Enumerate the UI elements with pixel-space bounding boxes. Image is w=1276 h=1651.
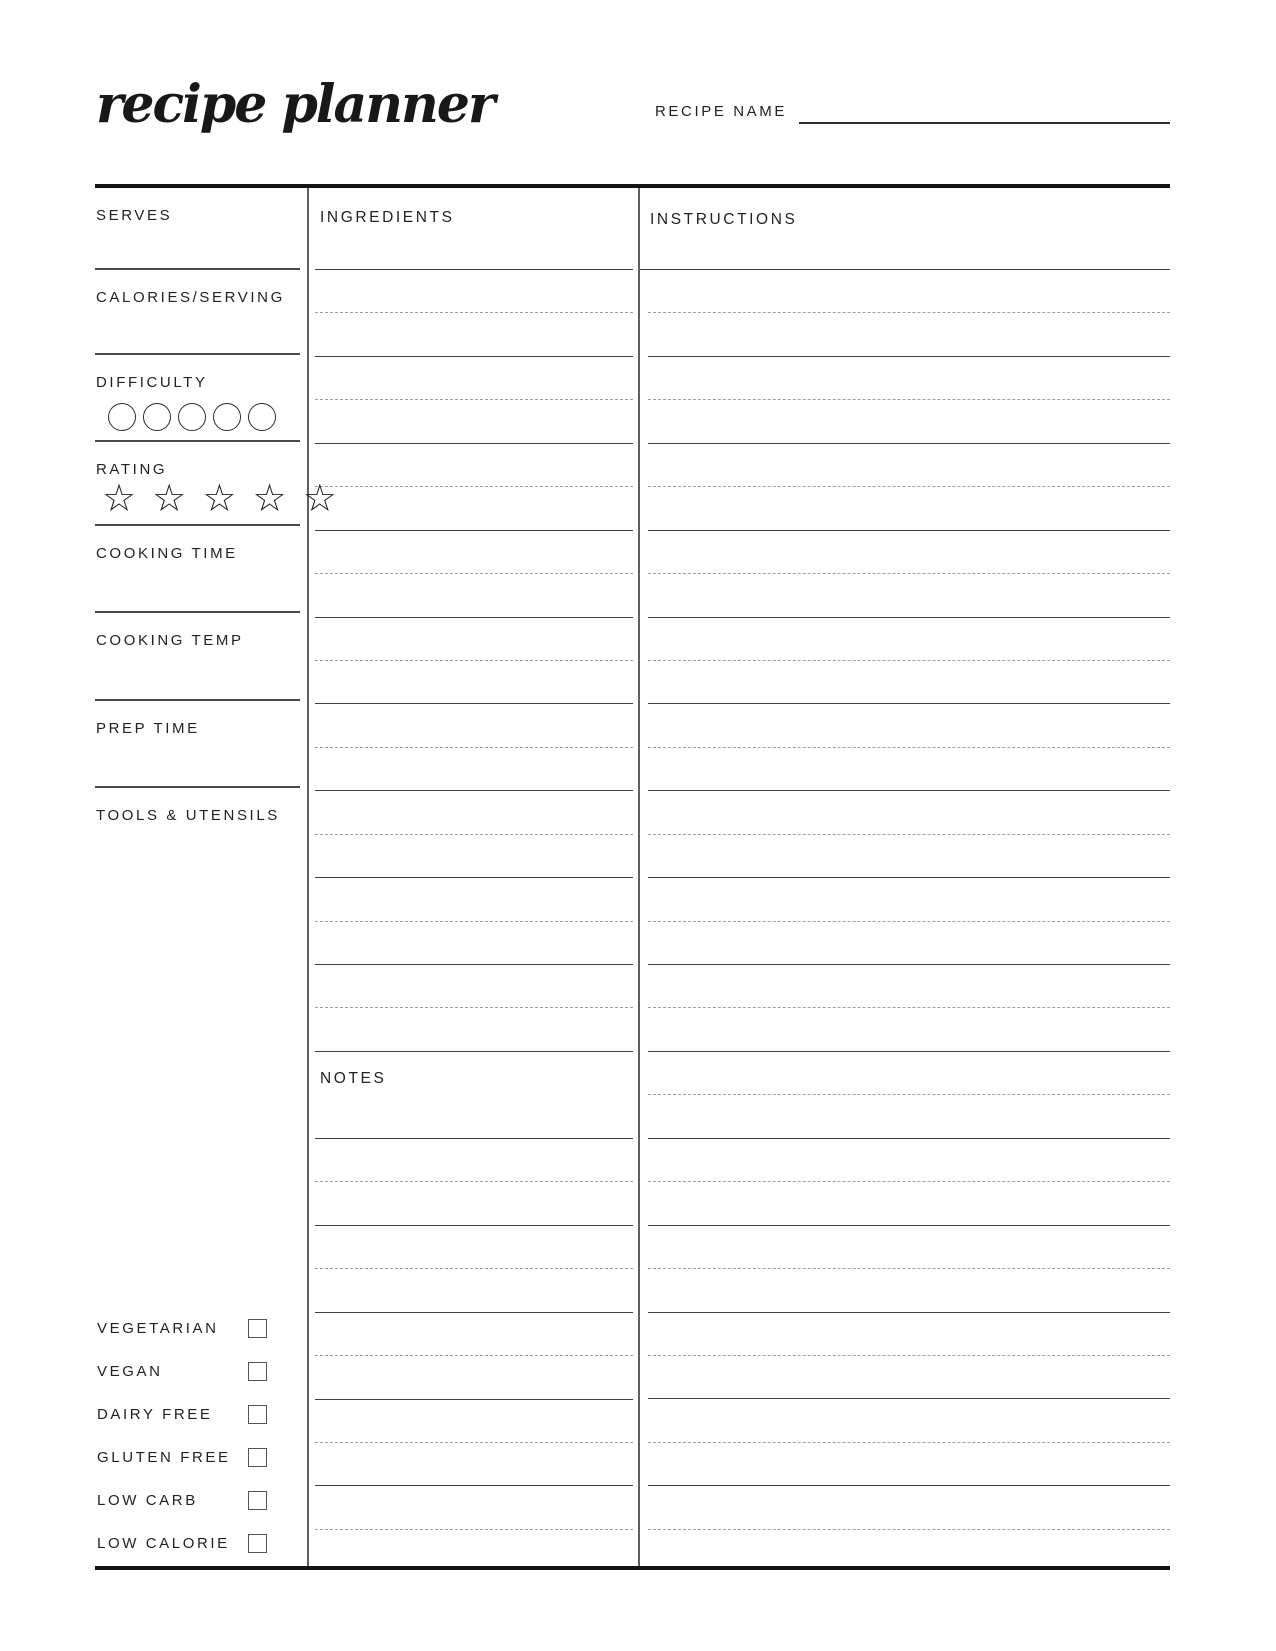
cooking-time-label: COOKING TIME [96, 545, 238, 562]
checkbox-icon[interactable] [248, 1319, 267, 1338]
writing-line[interactable] [648, 965, 1170, 1008]
sidebar-field-calories-serving [95, 270, 307, 355]
difficulty-circle-icon[interactable] [143, 403, 171, 431]
writing-line[interactable] [648, 1313, 1170, 1356]
writing-line[interactable] [315, 1269, 633, 1312]
prep-time-label: PREP TIME [96, 720, 200, 737]
writing-line[interactable] [315, 1443, 633, 1486]
writing-line[interactable] [315, 922, 633, 965]
writing-line[interactable] [648, 531, 1170, 574]
difficulty-label: DIFFICULTY [96, 374, 208, 391]
rating-stars [102, 476, 339, 520]
writing-line[interactable] [315, 1486, 633, 1529]
checkbox-icon[interactable] [248, 1362, 267, 1381]
difficulty-circles [108, 403, 299, 431]
instructions-column [640, 188, 1170, 1566]
writing-line[interactable] [648, 357, 1170, 400]
star-icon[interactable]: ☆ [102, 476, 139, 520]
writing-line[interactable] [648, 444, 1170, 487]
sidebar-column [95, 188, 339, 1566]
instructions-lines [648, 270, 1170, 1530]
writing-line[interactable] [315, 618, 633, 661]
difficulty-circle-icon[interactable] [248, 403, 276, 431]
writing-line[interactable] [648, 1399, 1170, 1442]
low-calorie-label: LOW CALORIE [97, 1535, 230, 1552]
writing-line[interactable] [315, 1008, 633, 1051]
writing-line[interactable] [315, 704, 633, 747]
low-carb-label: LOW CARB [97, 1492, 198, 1509]
vegan-label: VEGAN [97, 1363, 163, 1380]
page-title: recipe planner [96, 74, 494, 135]
star-icon[interactable]: ☆ [302, 476, 339, 520]
star-icon[interactable]: ☆ [152, 476, 189, 520]
recipe-name-input-line[interactable] [799, 98, 1170, 124]
sidebar-field-prep-time [95, 701, 307, 788]
writing-line[interactable] [315, 791, 633, 834]
writing-line[interactable] [315, 1356, 633, 1399]
writing-line[interactable] [315, 1226, 633, 1269]
dietary-option-low-calorie [96, 1522, 299, 1565]
writing-line[interactable] [315, 487, 633, 530]
writing-line[interactable] [648, 1008, 1170, 1051]
writing-line[interactable] [648, 270, 1170, 313]
checkbox-icon[interactable] [248, 1491, 267, 1510]
writing-line[interactable] [648, 487, 1170, 530]
writing-line[interactable] [648, 1486, 1170, 1529]
dietary-checklist [96, 1307, 299, 1566]
writing-line[interactable] [315, 965, 633, 1008]
star-icon[interactable]: ☆ [252, 476, 289, 520]
dietary-option-low-carb [96, 1479, 299, 1522]
writing-line[interactable] [315, 574, 633, 617]
sidebar-field-difficulty [95, 355, 307, 442]
writing-line[interactable] [315, 1400, 633, 1443]
writing-line[interactable] [315, 835, 633, 878]
writing-line[interactable] [648, 748, 1170, 791]
checkbox-icon[interactable] [248, 1405, 267, 1424]
sidebar-field-rating [95, 442, 339, 526]
dietary-option-gluten-free [96, 1436, 299, 1479]
writing-line[interactable] [648, 1269, 1170, 1312]
writing-line[interactable] [648, 400, 1170, 443]
sidebar-field-cooking-temp [95, 613, 307, 701]
recipe-name-field [655, 98, 1170, 124]
dietary-option-vegan [96, 1350, 299, 1393]
serves-label: SERVES [96, 207, 173, 224]
writing-line[interactable] [648, 1139, 1170, 1182]
ingredients-header: INGREDIENTS [315, 188, 633, 270]
difficulty-circle-icon[interactable] [178, 403, 206, 431]
writing-line[interactable] [648, 704, 1170, 747]
ingredients-column [309, 188, 640, 1566]
writing-line[interactable] [648, 878, 1170, 921]
difficulty-circle-icon[interactable] [213, 403, 241, 431]
recipe-name-label: RECIPE NAME [655, 103, 787, 120]
dietary-option-vegetarian [96, 1307, 299, 1350]
notes-header: NOTES [315, 1052, 633, 1139]
cooking-temp-label: COOKING TEMP [96, 632, 244, 649]
instructions-header: INSTRUCTIONS [640, 188, 1170, 270]
sidebar-field-tools-utensils [95, 788, 307, 1566]
tools-utensils-label: TOOLS & UTENSILS [96, 807, 280, 824]
writing-line[interactable] [315, 1139, 633, 1182]
checkbox-icon[interactable] [248, 1448, 267, 1467]
rating-label: RATING [96, 461, 168, 478]
writing-line[interactable] [648, 835, 1170, 878]
writing-line[interactable] [648, 1095, 1170, 1138]
writing-line[interactable] [315, 748, 633, 791]
vegetarian-label: VEGETARIAN [97, 1320, 219, 1337]
dairy-free-label: DAIRY FREE [97, 1406, 213, 1423]
sidebar-field-serves [95, 188, 307, 270]
writing-line[interactable] [648, 1052, 1170, 1095]
star-icon[interactable]: ☆ [202, 476, 239, 520]
ingredients-lines [315, 270, 633, 1052]
writing-line[interactable] [648, 1226, 1170, 1269]
sidebar-field-cooking-time [95, 526, 307, 613]
writing-line[interactable] [648, 1443, 1170, 1486]
dietary-option-dairy-free [96, 1393, 299, 1436]
writing-line[interactable] [648, 661, 1170, 704]
writing-line[interactable] [315, 270, 633, 313]
writing-line[interactable] [315, 1182, 633, 1225]
writing-line[interactable] [648, 574, 1170, 617]
notes-lines [315, 1139, 633, 1530]
writing-line[interactable] [648, 1182, 1170, 1225]
writing-line[interactable] [315, 531, 633, 574]
planner-board [95, 184, 1170, 1570]
writing-line[interactable] [648, 1356, 1170, 1399]
writing-line[interactable] [315, 444, 633, 487]
calories-serving-label: CALORIES/SERVING [96, 289, 285, 306]
checkbox-icon[interactable] [248, 1534, 267, 1553]
writing-line[interactable] [315, 313, 633, 356]
writing-line[interactable] [648, 618, 1170, 661]
writing-line[interactable] [648, 791, 1170, 834]
writing-line[interactable] [315, 400, 633, 443]
writing-line[interactable] [315, 1313, 633, 1356]
gluten-free-label: GLUTEN FREE [97, 1449, 231, 1466]
writing-line[interactable] [315, 357, 633, 400]
writing-line[interactable] [648, 313, 1170, 356]
writing-line[interactable] [315, 878, 633, 921]
writing-line[interactable] [315, 661, 633, 704]
writing-line[interactable] [648, 922, 1170, 965]
difficulty-circle-icon[interactable] [108, 403, 136, 431]
